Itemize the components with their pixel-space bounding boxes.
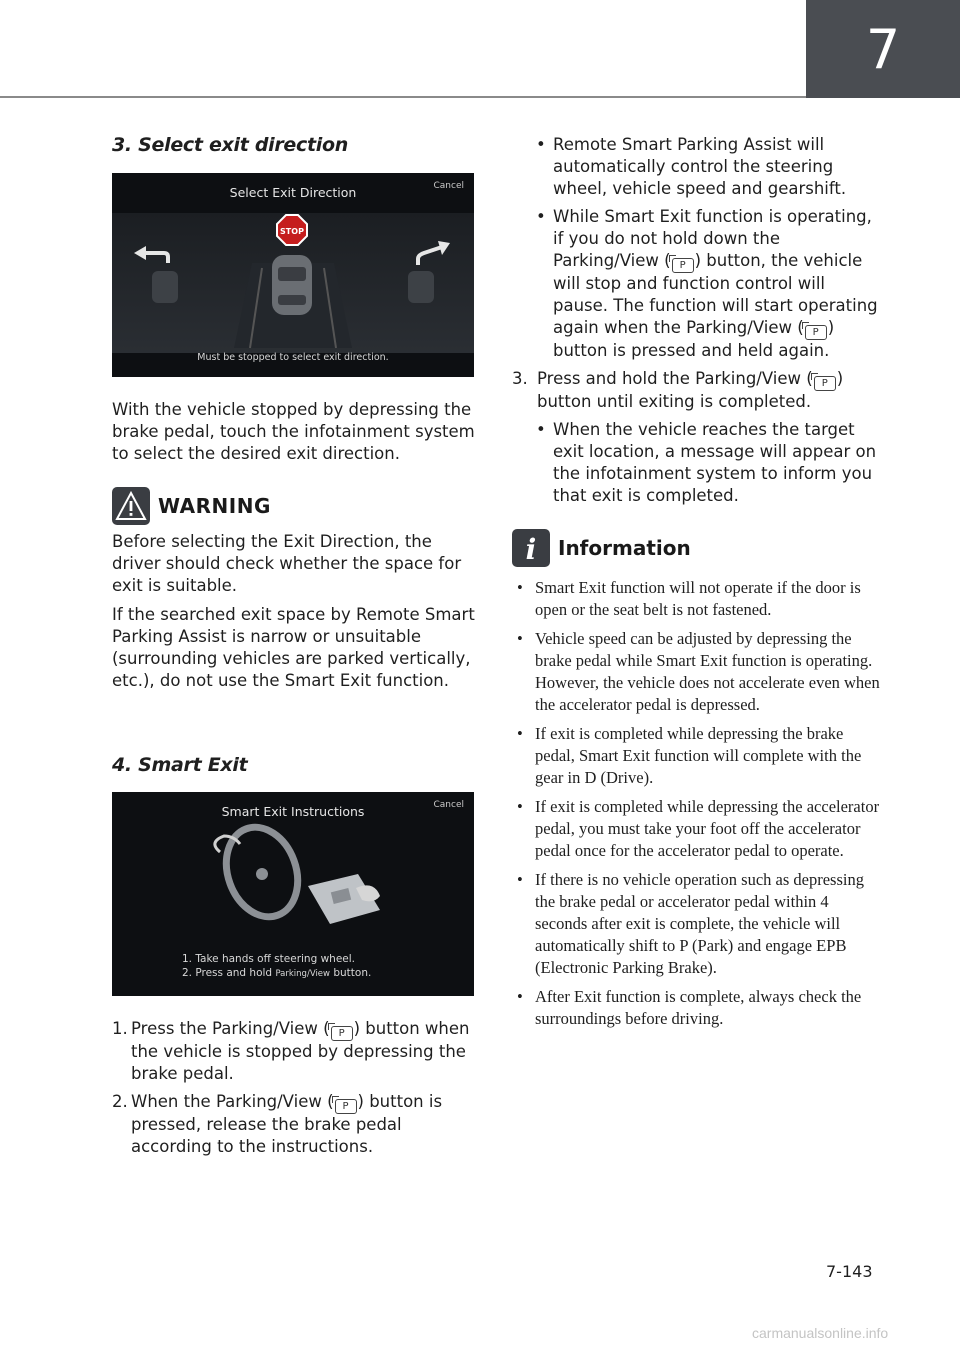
instruction-line-1: 1. Take hands off steering wheel. [182, 953, 355, 965]
screen-caption: Must be stopped to select exit direction. [197, 352, 389, 363]
list-item: • If exit is completed while depressing the brake pedal, Smart Exit function will complete with the gear in D (Drive). [517, 724, 862, 787]
page-number: 7-143 [826, 1262, 873, 1281]
header-rule [0, 96, 806, 98]
section-title-smart-exit: 4. Smart Exit [112, 754, 248, 776]
list-item: • While Smart Exit function is operating, if you do not hold down the Parking/View ( P ) button, the vehicle will stop and function control will pause. The function will start operating again when the Parking/View ( P ) button is pressed and held again. [536, 207, 878, 360]
warning-icon [112, 487, 150, 525]
instruction-lines [182, 952, 371, 981]
parking-view-button-icon: P [672, 258, 694, 273]
list-item: • Smart Exit function will not operate if the door is open or the seat belt is not fastened. [517, 578, 861, 619]
parking-view-button-icon: P [331, 1026, 353, 1041]
info-icon [512, 529, 550, 567]
warning-text-2: If the searched exit space by Remote Smart Parking Assist is narrow or unsuitable (surrounding vehicles are parked vertically, etc.), do not use the Smart Exit function. [112, 605, 475, 690]
information-title: Information [558, 536, 691, 560]
instruction-line-2: 2. Press and hold Parking/View button. [182, 967, 372, 979]
right-column [512, 134, 882, 1037]
parking-view-button-icon: P [814, 376, 836, 391]
vehicle-shape [272, 255, 312, 315]
parking-view-button-icon: P [335, 1099, 357, 1114]
parking-view-button-icon: P [805, 325, 827, 340]
watermark: carmanualsonline.info [752, 1325, 889, 1341]
screen-select-exit-direction [112, 173, 474, 377]
stop-sign-text: STOP [280, 227, 304, 236]
screen-smart-exit-instructions [112, 792, 474, 996]
list-item: 2. When the Parking/View ( P ) button is pressed, release the brake pedal according to the instructions. [112, 1092, 443, 1156]
list-item: • After Exit function is complete, always check the surroundings before driving. [517, 987, 862, 1028]
svg-text:i: i [525, 533, 537, 566]
bullets-top [512, 134, 882, 362]
list-item: • Remote Smart Parking Assist will automatically control the steering wheel, vehicle speed and gearshift. [536, 135, 847, 198]
bullets-step3 [512, 419, 882, 507]
chapter-tab [806, 0, 960, 98]
list-item: 3. Press and hold the Parking/View ( P ) button until exiting is completed. [512, 369, 844, 411]
information-list [512, 577, 882, 1030]
steps-list-left [112, 1018, 476, 1158]
screen-title: Smart Exit Instructions [221, 804, 365, 819]
information-heading [512, 529, 882, 567]
cancel-button[interactable]: Cancel [433, 800, 464, 810]
left-column [112, 134, 476, 1164]
section-title-select-exit: 3. Select exit direction [112, 134, 348, 156]
warning-text-1: Before selecting the Exit Direction, the driver should check whether the space for exit is suitable. [112, 532, 462, 595]
cancel-button[interactable]: Cancel [433, 181, 464, 191]
list-item: • When the vehicle reaches the target exit location, a message will appear on the infotainment system to inform you that exit is completed. [536, 420, 877, 505]
list-item: • If there is no vehicle operation such as depressing the brake pedal or accelerator pedal within 4 seconds after exit is complete, the vehicle will automatically shift to P (Park) and engage EPB (Electronic Parking Brake). [517, 870, 864, 977]
warning-title: WARNING [158, 494, 271, 518]
paragraph-exit-direction: With the vehicle stopped by depressing the brake pedal, touch the infotainment system to select the desired exit direction. [112, 400, 475, 463]
list-item: • If exit is completed while depressing the accelerator pedal, you must take your foot off the accelerator pedal once for the accelerator pedal to operate. [517, 797, 880, 860]
screen-title: Select Exit Direction [229, 185, 357, 200]
steps-list-right [512, 368, 882, 413]
list-item: 1. Press the Parking/View ( P ) button when the vehicle is stopped by depressing the brake pedal. [112, 1019, 470, 1083]
exit-direction-illustration [112, 173, 474, 377]
warning-heading [112, 487, 476, 525]
list-item: • Vehicle speed can be adjusted by depressing the brake pedal while Smart Exit function is operating. However, the vehicle does not accelerate even when the accelerator pedal is depressed. [517, 629, 880, 714]
chapter-number: 7 [865, 17, 901, 81]
